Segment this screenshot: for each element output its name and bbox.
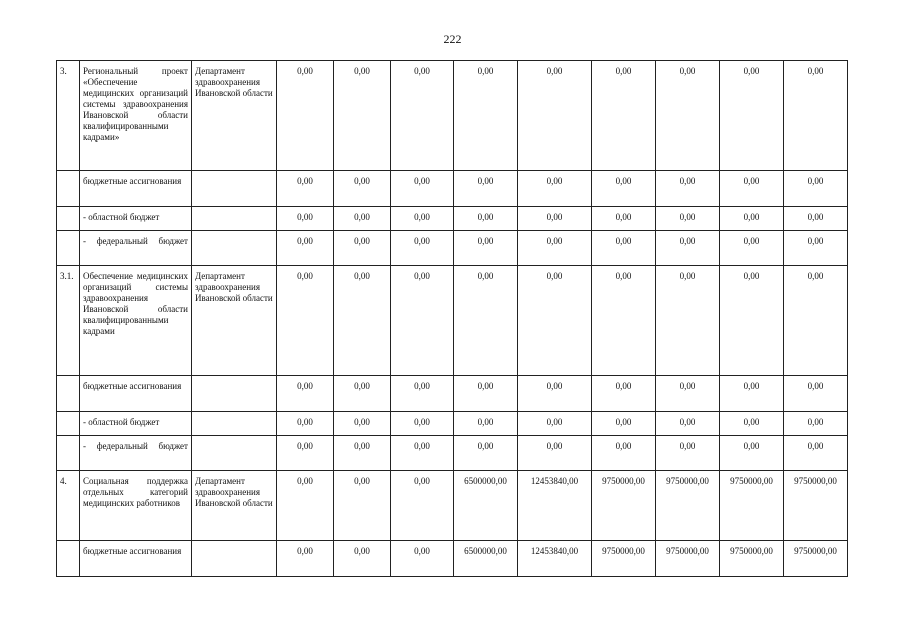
- amount-cell: 0,00: [391, 412, 454, 436]
- amount-cell: 0,00: [391, 376, 454, 412]
- row-index-cell: [57, 231, 80, 266]
- row-description-cell: - областной бюджет: [80, 412, 192, 436]
- row-department-cell: [192, 231, 277, 266]
- amount-cell: 0,00: [592, 207, 656, 231]
- table-row: [57, 436, 848, 471]
- amount-cell: 0,00: [518, 231, 592, 266]
- amount-cell: 9750000,00: [720, 471, 784, 541]
- row-description-cell: Обеспечение медицинских организаций системы здравоохранения Ивановской области квалифицированными кадрами: [80, 266, 192, 376]
- row-department-cell: [192, 436, 277, 471]
- row-description-cell: - федеральный бюджет: [80, 436, 192, 471]
- row-description-cell: - областной бюджет: [80, 207, 192, 231]
- amount-cell: 0,00: [277, 207, 334, 231]
- row-department-cell: Департамент здравоохранения Ивановской области: [192, 266, 277, 376]
- amount-cell: 0,00: [277, 412, 334, 436]
- amount-cell: 0,00: [592, 231, 656, 266]
- amount-cell: 0,00: [334, 61, 391, 171]
- amount-cell: 0,00: [334, 412, 391, 436]
- amount-cell: 0,00: [391, 266, 454, 376]
- amount-cell: 0,00: [454, 231, 518, 266]
- table-row: [57, 541, 848, 577]
- amount-cell: 0,00: [720, 412, 784, 436]
- amount-cell: 0,00: [518, 61, 592, 171]
- amount-cell: 0,00: [720, 207, 784, 231]
- amount-cell: 0,00: [277, 376, 334, 412]
- amount-cell: 0,00: [277, 61, 334, 171]
- amount-cell: 0,00: [334, 376, 391, 412]
- row-description-cell: Социальная поддержка отдельных категорий медицинских работников: [80, 471, 192, 541]
- amount-cell: 0,00: [334, 171, 391, 207]
- amount-cell: 0,00: [277, 471, 334, 541]
- amount-cell: 0,00: [518, 376, 592, 412]
- amount-cell: 0,00: [454, 376, 518, 412]
- amount-cell: 9750000,00: [656, 541, 720, 577]
- amount-cell: 0,00: [720, 266, 784, 376]
- row-department-cell: [192, 541, 277, 577]
- amount-cell: 0,00: [454, 412, 518, 436]
- amount-cell: 9750000,00: [656, 471, 720, 541]
- table-row: [57, 471, 848, 541]
- table-row: [57, 412, 848, 436]
- amount-cell: 12453840,00: [518, 471, 592, 541]
- amount-cell: 0,00: [454, 207, 518, 231]
- table-row: [57, 266, 848, 376]
- amount-cell: 0,00: [720, 376, 784, 412]
- amount-cell: 0,00: [784, 412, 848, 436]
- row-department-cell: Департамент здравоохранения Ивановской области: [192, 61, 277, 171]
- amount-cell: 0,00: [784, 231, 848, 266]
- amount-cell: 0,00: [656, 412, 720, 436]
- amount-cell: 0,00: [592, 376, 656, 412]
- amount-cell: 0,00: [720, 436, 784, 471]
- amount-cell: 0,00: [720, 171, 784, 207]
- amount-cell: 0,00: [454, 171, 518, 207]
- amount-cell: 0,00: [334, 436, 391, 471]
- amount-cell: 0,00: [592, 266, 656, 376]
- amount-cell: 0,00: [784, 61, 848, 171]
- amount-cell: 0,00: [454, 436, 518, 471]
- row-department-cell: [192, 171, 277, 207]
- amount-cell: 0,00: [656, 266, 720, 376]
- row-description-cell: - федеральный бюджет: [80, 231, 192, 266]
- table-row: [57, 207, 848, 231]
- amount-cell: 0,00: [656, 171, 720, 207]
- table-row: [57, 61, 848, 171]
- amount-cell: 0,00: [334, 471, 391, 541]
- amount-cell: 0,00: [784, 436, 848, 471]
- amount-cell: 0,00: [656, 436, 720, 471]
- row-description-cell: бюджетные ассигнования: [80, 541, 192, 577]
- amount-cell: 0,00: [656, 61, 720, 171]
- amount-cell: 0,00: [784, 376, 848, 412]
- amount-cell: 0,00: [784, 207, 848, 231]
- amount-cell: 0,00: [391, 471, 454, 541]
- amount-cell: 0,00: [277, 231, 334, 266]
- amount-cell: 0,00: [592, 412, 656, 436]
- amount-cell: 0,00: [391, 541, 454, 577]
- amount-cell: 0,00: [334, 266, 391, 376]
- table-row: [57, 376, 848, 412]
- page-number: 222: [443, 32, 462, 46]
- amount-cell: 0,00: [391, 231, 454, 266]
- amount-cell: 0,00: [656, 207, 720, 231]
- row-department-cell: [192, 376, 277, 412]
- row-department-cell: Департамент здравоохранения Ивановской области: [192, 471, 277, 541]
- amount-cell: 0,00: [592, 61, 656, 171]
- row-description-cell: Региональный проект «Обеспечение медицинских организаций системы здравоохранения Ивановской области квалифицированными кадрами»: [80, 61, 192, 171]
- amount-cell: 0,00: [592, 436, 656, 471]
- row-index-cell: [57, 436, 80, 471]
- amount-cell: 0,00: [334, 541, 391, 577]
- table-row: [57, 171, 848, 207]
- amount-cell: 0,00: [784, 266, 848, 376]
- row-department-cell: [192, 207, 277, 231]
- amount-cell: 0,00: [518, 171, 592, 207]
- amount-cell: 0,00: [518, 207, 592, 231]
- row-index-cell: 3.1.: [57, 266, 80, 376]
- amount-cell: 0,00: [391, 207, 454, 231]
- amount-cell: 0,00: [656, 231, 720, 266]
- amount-cell: 9750000,00: [592, 471, 656, 541]
- amount-cell: 0,00: [454, 61, 518, 171]
- amount-cell: 0,00: [518, 412, 592, 436]
- amount-cell: 9750000,00: [784, 541, 848, 577]
- row-description-cell: бюджетные ассигнования: [80, 376, 192, 412]
- amount-cell: 0,00: [277, 266, 334, 376]
- budget-table: [56, 60, 848, 577]
- table-row: [57, 231, 848, 266]
- row-index-cell: [57, 207, 80, 231]
- amount-cell: 6500000,00: [454, 471, 518, 541]
- row-index-cell: 4.: [57, 471, 80, 541]
- amount-cell: 0,00: [784, 171, 848, 207]
- amount-cell: 0,00: [277, 541, 334, 577]
- amount-cell: 0,00: [391, 436, 454, 471]
- row-department-cell: [192, 412, 277, 436]
- row-index-cell: [57, 541, 80, 577]
- amount-cell: 9750000,00: [592, 541, 656, 577]
- amount-cell: 0,00: [454, 266, 518, 376]
- amount-cell: 0,00: [656, 376, 720, 412]
- amount-cell: 0,00: [334, 231, 391, 266]
- amount-cell: 6500000,00: [454, 541, 518, 577]
- amount-cell: 0,00: [277, 436, 334, 471]
- amount-cell: 0,00: [592, 171, 656, 207]
- amount-cell: 9750000,00: [784, 471, 848, 541]
- row-description-cell: бюджетные ассигнования: [80, 171, 192, 207]
- amount-cell: 0,00: [720, 61, 784, 171]
- amount-cell: 0,00: [391, 171, 454, 207]
- amount-cell: 0,00: [720, 231, 784, 266]
- row-index-cell: [57, 171, 80, 207]
- table-body: [57, 61, 848, 577]
- amount-cell: 0,00: [277, 171, 334, 207]
- amount-cell: 12453840,00: [518, 541, 592, 577]
- row-index-cell: [57, 376, 80, 412]
- amount-cell: 0,00: [334, 207, 391, 231]
- amount-cell: 9750000,00: [720, 541, 784, 577]
- row-index-cell: [57, 412, 80, 436]
- amount-cell: 0,00: [518, 436, 592, 471]
- row-index-cell: 3.: [57, 61, 80, 171]
- amount-cell: 0,00: [518, 266, 592, 376]
- amount-cell: 0,00: [391, 61, 454, 171]
